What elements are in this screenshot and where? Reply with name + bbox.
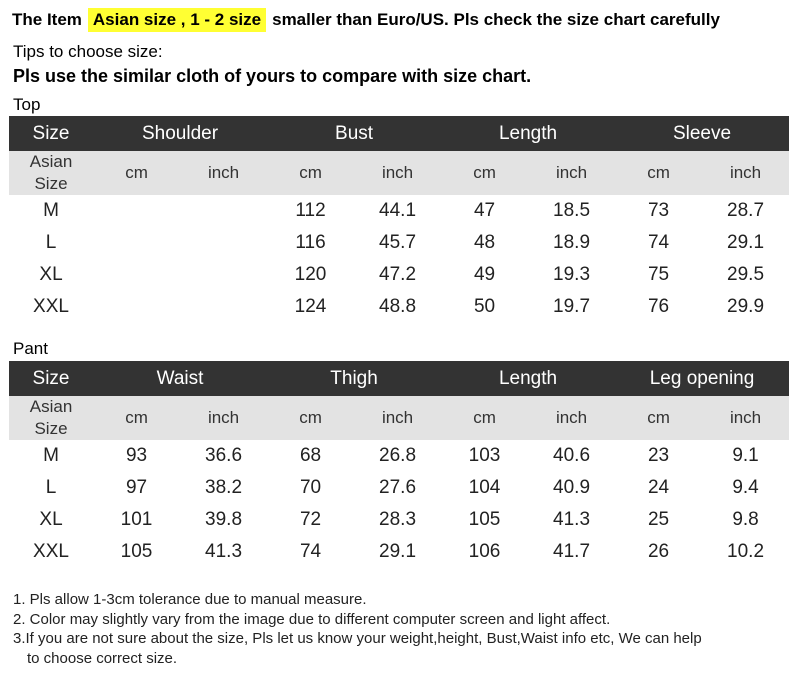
value-cell: 44.1 (379, 200, 417, 221)
value-cell: 19.7 (553, 296, 591, 317)
size-cell: L (45, 477, 57, 498)
value-cell: 29.1 (727, 232, 765, 253)
value-cell: 48.8 (379, 296, 417, 317)
group-header: Length (498, 122, 558, 144)
top-table-row (9, 259, 789, 291)
size-cell: XL (39, 509, 63, 530)
value-cell: 24 (647, 477, 670, 498)
headline-highlight: Asian size , 1 - 2 size (88, 8, 266, 32)
group-header: Shoulder (142, 122, 219, 144)
unit-cm: cm (473, 163, 496, 182)
note-item: 2. Color may slightly vary from the image due to different computer screen and light affect. (13, 610, 611, 628)
unit-cm: cm (473, 408, 496, 427)
value-cell: 75 (647, 264, 670, 285)
unit-cm: cm (125, 163, 148, 182)
group-header: Sleeve (672, 122, 732, 144)
value-cell: 72 (299, 509, 322, 530)
value-cell: 120 (294, 264, 327, 285)
value-cell: 25 (647, 509, 670, 530)
headline-suffix: smaller than Euro/US. Pls check the size chart carefully (272, 10, 720, 29)
value-cell: 10.2 (727, 541, 765, 562)
value-cell: 124 (294, 296, 327, 317)
value-cell: 49 (473, 264, 496, 285)
value-cell: 26 (647, 541, 670, 562)
value-cell: 9.1 (732, 445, 759, 466)
value-cell: 18.5 (553, 200, 591, 221)
value-cell: 41.3 (553, 509, 591, 530)
value-cell: 19.3 (553, 264, 591, 285)
value-cell: 29.9 (727, 296, 765, 317)
value-cell: 27.6 (379, 477, 417, 498)
headline-prefix: The Item (12, 10, 82, 29)
group-header: Length (498, 367, 558, 389)
top-table-row (9, 291, 789, 323)
asian-size-label (9, 151, 93, 195)
value-cell: 36.6 (205, 445, 243, 466)
value-cell: 9.8 (732, 509, 759, 530)
unit-inch: inch (555, 408, 588, 427)
top-table-subheader (9, 151, 789, 195)
group-header: Thigh (330, 367, 378, 389)
unit-inch: inch (381, 408, 414, 427)
value-cell: 97 (125, 477, 148, 498)
unit-inch: inch (729, 408, 762, 427)
value-cell: 38.2 (205, 477, 243, 498)
asian-size-line2: Size (34, 419, 68, 438)
value-cell: 74 (299, 541, 322, 562)
notes (13, 590, 702, 668)
unit-inch: inch (207, 163, 240, 182)
unit-cm: cm (299, 163, 322, 182)
size-cell: M (43, 200, 59, 221)
size-header: Size (32, 122, 70, 144)
unit-cm: cm (125, 408, 148, 427)
value-cell: 74 (647, 232, 670, 253)
note-item: 1. Pls allow 1-3cm tolerance due to manual measure. (13, 591, 367, 608)
value-cell: 103 (468, 445, 501, 466)
pant-table-row (9, 440, 789, 472)
top-table-header (9, 116, 789, 151)
value-cell: 29.1 (379, 541, 417, 562)
size-cell: XXL (33, 541, 69, 562)
value-cell: 70 (299, 477, 322, 498)
size-cell: L (45, 232, 57, 253)
pant-size-table (9, 361, 789, 568)
value-cell: 50 (473, 296, 496, 317)
unit-inch: inch (381, 163, 414, 182)
value-cell: 41.3 (205, 541, 243, 562)
pant-table-row (9, 504, 789, 536)
value-cell: 45.7 (379, 232, 417, 253)
value-cell: 47 (473, 200, 496, 221)
note-item: to choose correct size. (27, 649, 178, 667)
asian-size-label (9, 396, 93, 440)
value-cell: 116 (295, 232, 326, 253)
asian-size-line2: Size (34, 174, 68, 193)
value-cell: 104 (468, 477, 501, 498)
size-header: Size (32, 367, 70, 389)
value-cell: 26.8 (379, 445, 417, 466)
unit-inch: inch (555, 163, 588, 182)
group-header: Waist (156, 367, 204, 389)
headline (12, 6, 720, 34)
value-cell: 101 (120, 509, 153, 530)
size-cell: XL (39, 264, 63, 285)
size-cell: XXL (33, 296, 69, 317)
value-cell: 105 (120, 541, 153, 562)
pant-table-row (9, 472, 789, 504)
top-table-body (9, 195, 789, 323)
unit-cm: cm (647, 408, 670, 427)
value-cell: 18.9 (553, 232, 591, 253)
value-cell: 73 (647, 200, 670, 221)
tips-title: Tips to choose size: (13, 42, 163, 61)
top-table-row (9, 195, 789, 227)
pant-table-label: Pant (13, 339, 48, 358)
unit-cm: cm (299, 408, 322, 427)
value-cell: 40.6 (553, 445, 591, 466)
group-header: Bust (335, 122, 374, 144)
pant-table-body (9, 440, 789, 568)
unit-inch: inch (729, 163, 762, 182)
asian-size-line1: Asian (29, 397, 73, 416)
pant-table-subheader (9, 396, 789, 440)
unit-inch: inch (207, 408, 240, 427)
top-size-table (9, 116, 789, 323)
value-cell: 28.7 (727, 200, 765, 221)
top-table-row (9, 227, 789, 259)
value-cell: 112 (295, 200, 326, 221)
value-cell: 23 (647, 445, 670, 466)
value-cell: 106 (468, 541, 501, 562)
asian-size-line1: Asian (29, 152, 73, 171)
note-item: 3.If you are not sure about the size, Pls let us know your weight,height, Bust,Waist info etc, We can help (13, 630, 702, 647)
group-header: Leg opening (649, 367, 755, 389)
value-cell: 39.8 (205, 509, 243, 530)
tips-instruction: Pls use the similar cloth of yours to compare with size chart. (13, 66, 532, 86)
value-cell: 47.2 (379, 264, 417, 285)
value-cell: 76 (647, 296, 670, 317)
size-cell: M (43, 445, 59, 466)
pant-table-header (9, 361, 789, 396)
unit-cm: cm (647, 163, 670, 182)
value-cell: 105 (468, 509, 501, 530)
value-cell: 40.9 (553, 477, 591, 498)
value-cell: 29.5 (727, 264, 765, 285)
value-cell: 68 (299, 445, 322, 466)
value-cell: 48 (473, 232, 496, 253)
value-cell: 9.4 (732, 477, 759, 498)
value-cell: 41.7 (553, 541, 591, 562)
value-cell: 28.3 (379, 509, 417, 530)
pant-table-row (9, 536, 789, 568)
value-cell: 93 (125, 445, 148, 466)
top-table-label: Top (13, 95, 41, 114)
